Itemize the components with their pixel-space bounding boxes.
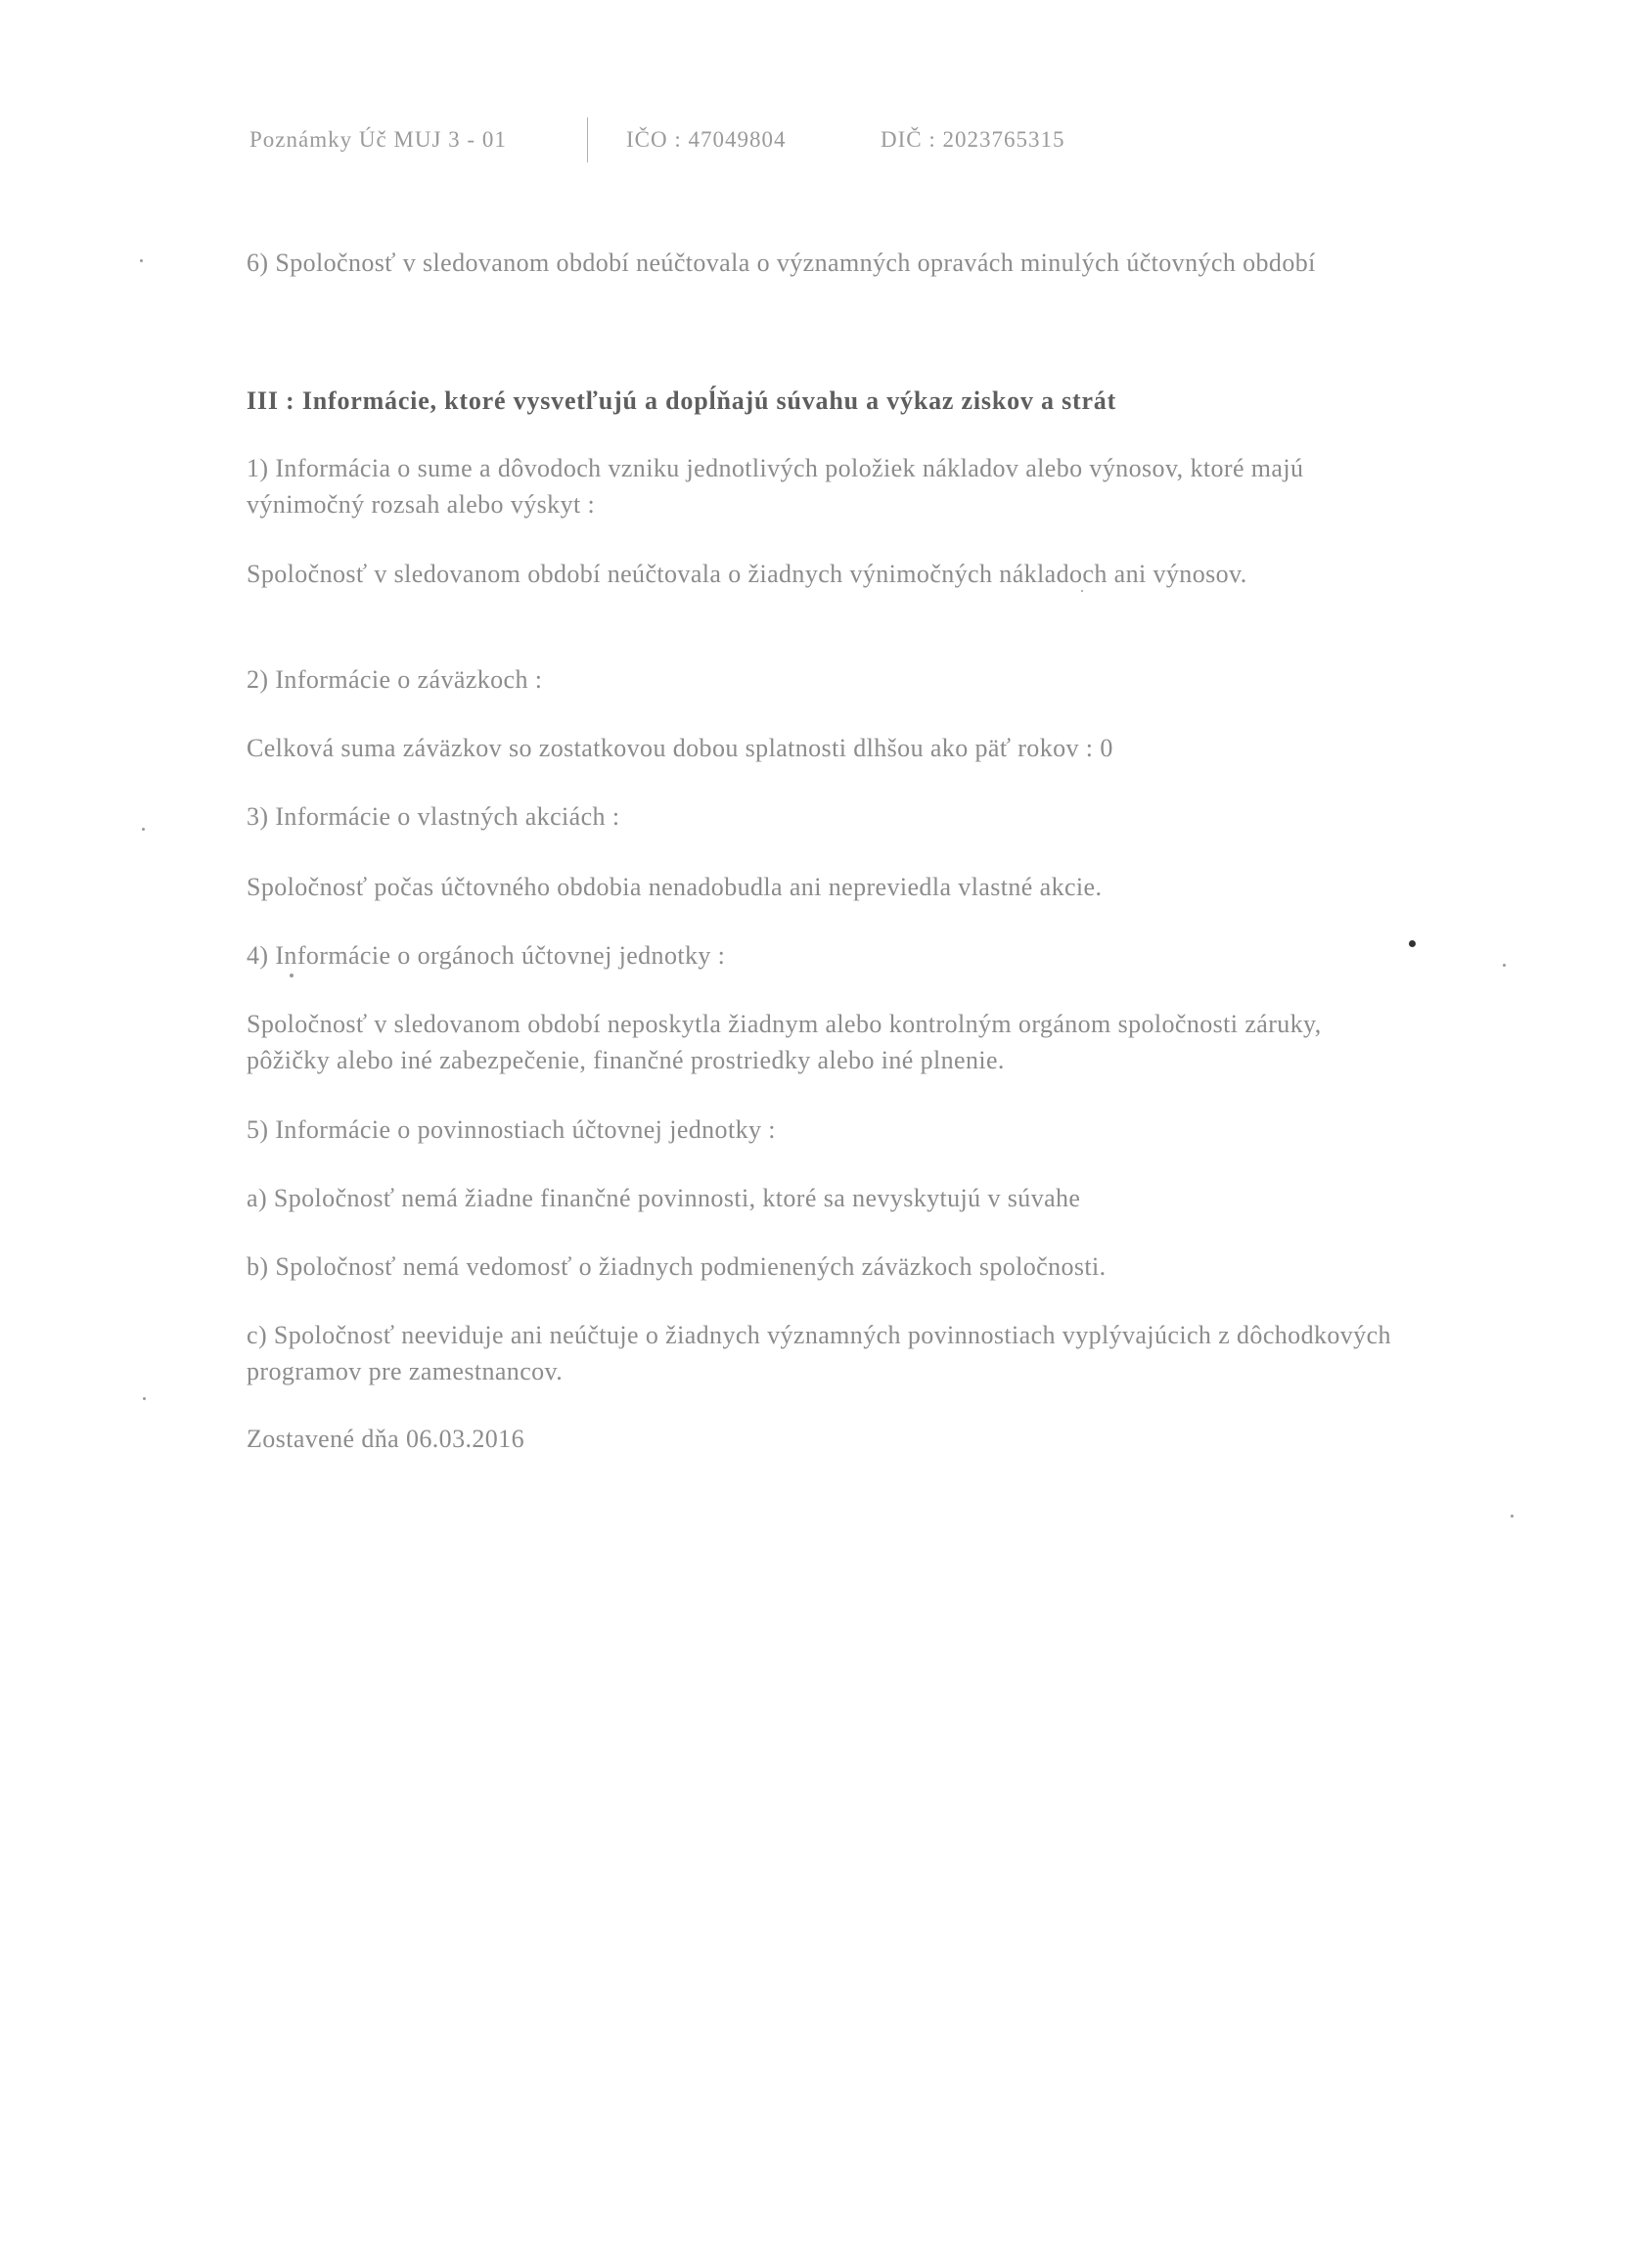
paragraph-item-6: 6) Spoločnosť v sledovanom období neúčtovala o významných opravách minulých účtovných období — [247, 249, 1316, 277]
scan-speck — [1081, 590, 1083, 592]
item-3-text: Spoločnosť počas účtovného obdobia nenadobudla ani nepreviedla vlastné akcie. — [247, 873, 1103, 901]
item-2-title: 2) Informácie o záväzkoch : — [247, 665, 543, 694]
scan-speck — [143, 1397, 146, 1400]
item-1-text: Spoločnosť v sledovanom období neúčtovala o žiadnych výnimočných nákladoch ani výnosov. — [247, 560, 1247, 588]
item-5-c: c) Spoločnosť neeviduje ani neúčtuje o žiadnych významných povinnostiach vyplývajúcich z dôchodkových programov pre zamestnancov. — [247, 1321, 1391, 1385]
header-divider — [587, 117, 588, 162]
item-3-title: 3) Informácie o vlastných akciách : — [247, 802, 620, 831]
scan-speck — [1511, 1515, 1514, 1518]
dic-number: DIČ : 2023765315 — [881, 127, 1065, 152]
scan-speck — [1409, 940, 1416, 947]
scan-speck — [140, 259, 143, 262]
item-2-text: Celková suma záväzkov so zostatkovou dobou splatnosti dlhšou ako päť rokov : 0 — [247, 734, 1113, 762]
scan-speck — [290, 974, 294, 977]
scan-speck — [142, 828, 145, 831]
item-4-title: 4) Informácie o orgánoch účtovnej jednotky : — [247, 941, 726, 970]
item-5-b: b) Spoločnosť nemá vedomosť o žiadnych podmienených záväzkoch spoločnosti. — [247, 1252, 1107, 1281]
section-heading: III : Informácie, ktoré vysvetľujú a dopĺňajú súvahu a výkaz ziskov a strát — [247, 386, 1117, 415]
doc-code: Poznámky Úč MUJ 3 - 01 — [249, 127, 507, 152]
ico-number: IČO : 47049804 — [626, 127, 787, 152]
page-header — [249, 127, 1130, 166]
item-5-a: a) Spoločnosť nemá žiadne finančné povinnosti, ktoré sa nevyskytujú v súvahe — [247, 1184, 1081, 1212]
item-1-title: 1) Informácia o sume a dôvodoch vzniku jednotlivých položiek nákladov alebo výnosov, ktoré majú výnimočný rozsah alebo výskyt : — [247, 454, 1304, 519]
scan-speck — [1503, 964, 1506, 967]
item-4-text: Spoločnosť v sledovanom období neposkytla žiadnym alebo kontrolným orgánom spoločnosti záruky, pôžičky alebo iné zabezpečenie, finančné prostriedky alebo iné plnenie. — [247, 1010, 1322, 1074]
closing-date: Zostavené dňa 06.03.2016 — [247, 1425, 524, 1453]
item-5-title: 5) Informácie o povinnostiach účtovnej jednotky : — [247, 1115, 776, 1144]
